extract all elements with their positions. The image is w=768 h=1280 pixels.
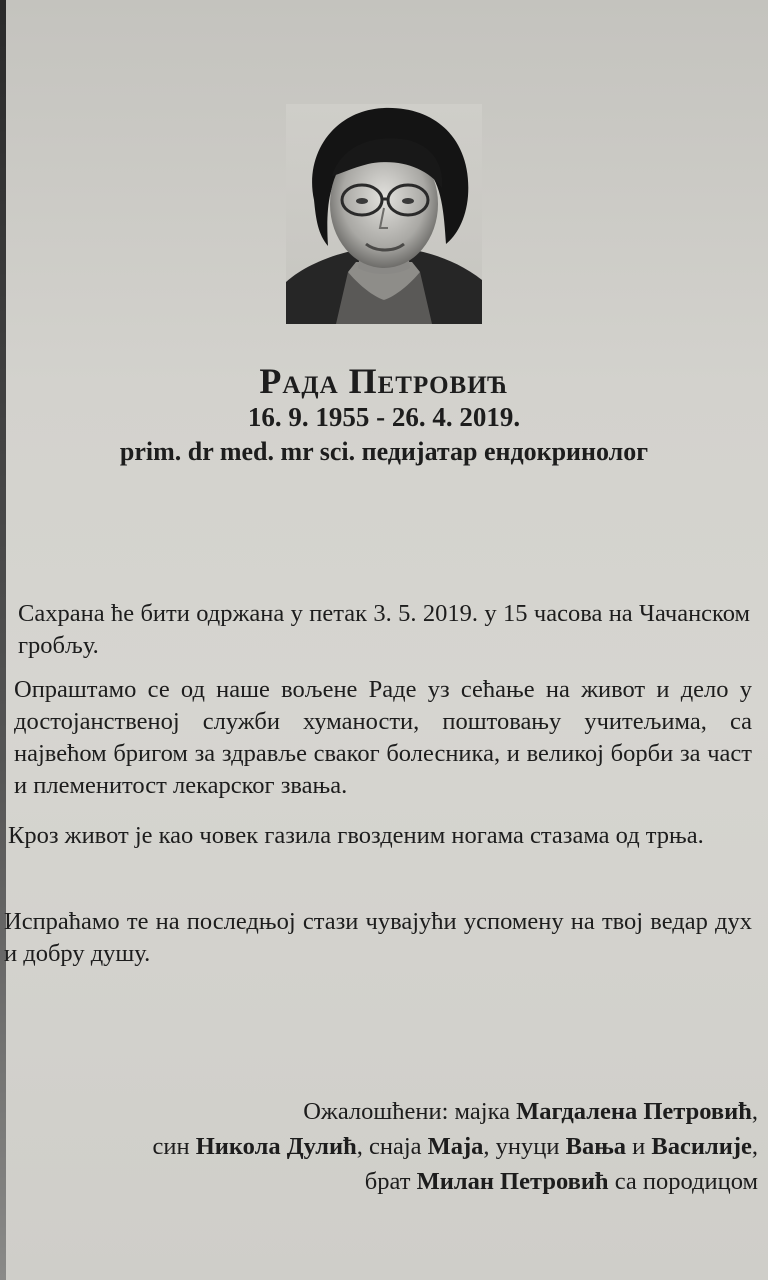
grandchildren-label: , унуци [483, 1133, 566, 1160]
daughter-in-law-name: Маја [427, 1133, 484, 1160]
page-edge-shadow [0, 0, 6, 1280]
son-label: син [152, 1133, 196, 1160]
conjunction: и [626, 1133, 652, 1160]
signature-line-2 [18, 1129, 758, 1164]
grandchild-name-2: Василије [651, 1133, 752, 1160]
funeral-info-paragraph: Сахрана ће бити одржана у петак 3. 5. 2019. у 15 часова на Чачанском гробљу. [18, 600, 750, 659]
son-name: Никола Дулић [195, 1133, 357, 1160]
life-dates: 16. 9. 1955 - 26. 4. 2019. [247, 402, 521, 432]
profession-title: prim. dr med. mr sci. педијатар ендокринолог [119, 437, 649, 466]
signature-line-1 [18, 1094, 758, 1129]
grandchild-name-1: Вања [565, 1133, 627, 1160]
signature-line-3 [18, 1164, 758, 1199]
farewell-paragraph: Опраштамо се од наше вољене Раде уз сећање на живот и дело у достојанственој служби хуманости, поштовању учитељима, са највећом бригом за здравље сваког болесника, и великој борби за част и племенитост лекарског звања. [14, 676, 752, 799]
memory-paragraph: Испраћамо те на последњој стази чувајући успомену на твој ведар дух и добру душу. [4, 908, 752, 967]
mourners-signature [18, 1094, 758, 1199]
portrait-photo [286, 104, 482, 324]
daughter-in-law-label: , снаја [356, 1133, 428, 1160]
brother-label: брат [364, 1168, 417, 1195]
mother-name: Магдалена Петровић [516, 1098, 752, 1125]
deceased-name: Рада Петровић [259, 361, 509, 401]
brother-name: Милан Петровић [416, 1168, 609, 1195]
mourners-label: Ожалошћени: мајка [303, 1098, 517, 1125]
punctuation: , [751, 1133, 758, 1160]
punctuation: , [751, 1098, 758, 1125]
life-paragraph: Кроз живот је као човек газила гвозденим ногама стазама од трња. [8, 822, 704, 849]
family-label: са породицом [608, 1168, 758, 1195]
